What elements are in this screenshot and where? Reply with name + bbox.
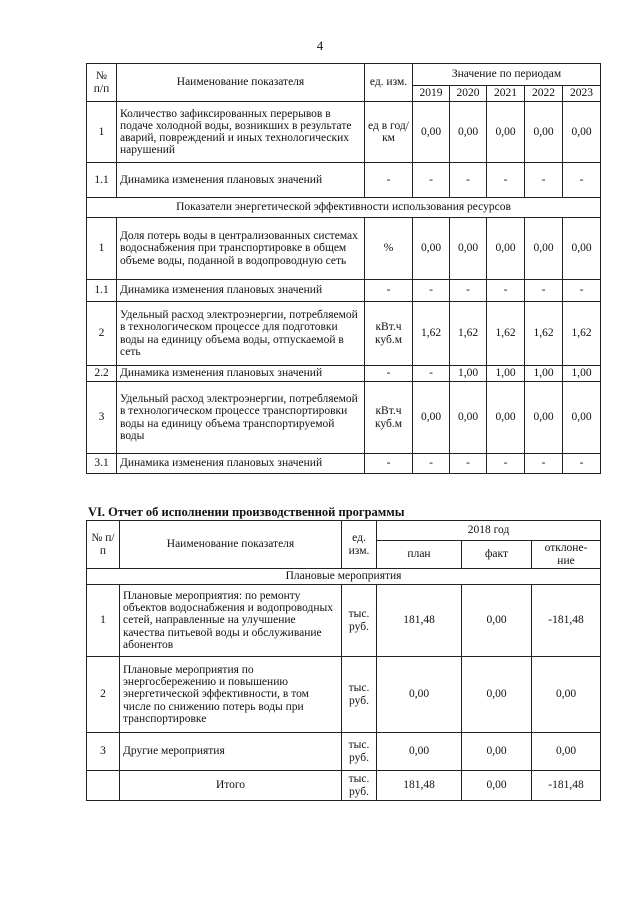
row-num: 1 xyxy=(87,585,120,657)
header-fact: факт xyxy=(462,541,532,569)
row-value: - xyxy=(563,163,601,198)
section-row xyxy=(87,569,601,585)
row-name: Удельный расход электроэнергии, потребляемой в технологическом процессе для подготовки воды на единицу объема воды, отпускаемой в сеть xyxy=(117,302,365,366)
row-deviation: -181,48 xyxy=(532,585,601,657)
row-value: 0,00 xyxy=(487,102,525,163)
header-year: 2019 xyxy=(413,86,450,102)
header-name: Наименование показателя xyxy=(120,521,342,569)
header-year: 2020 xyxy=(450,86,487,102)
row-unit: тыс. руб. xyxy=(342,733,377,771)
row-value: 0,00 xyxy=(525,102,563,163)
row-value: - xyxy=(525,163,563,198)
row-fact: 0,00 xyxy=(462,657,532,733)
row-unit: тыс. руб. xyxy=(342,657,377,733)
row-value: - xyxy=(450,454,487,474)
row-num: 1 xyxy=(87,102,117,163)
row-plan: 0,00 xyxy=(377,657,462,733)
row-value: - xyxy=(563,454,601,474)
total-fact: 0,00 xyxy=(462,771,532,801)
row-unit: % xyxy=(365,218,413,280)
total-deviation: -181,48 xyxy=(532,771,601,801)
row-value: - xyxy=(450,163,487,198)
row-value: 0,00 xyxy=(450,218,487,280)
row-num: 2.2 xyxy=(87,366,117,382)
header-year: 2021 xyxy=(487,86,525,102)
row-value: 0,00 xyxy=(487,382,525,454)
row-num: 3.1 xyxy=(87,454,117,474)
indicators-table xyxy=(86,63,601,474)
row-unit: кВт.ч куб.м xyxy=(365,302,413,366)
row-plan: 0,00 xyxy=(377,733,462,771)
row-value: - xyxy=(413,454,450,474)
row-value: - xyxy=(525,280,563,302)
row-name: Удельный расход электроэнергии, потребляемой в технологическом процессе транспортировки воды на единицу объема транспортируемой воды xyxy=(117,382,365,454)
row-value: 1,00 xyxy=(450,366,487,382)
row-value: - xyxy=(487,454,525,474)
header-plan: план xyxy=(377,541,462,569)
row-name: Динамика изменения плановых значений xyxy=(117,454,365,474)
total-label: Итого xyxy=(120,771,342,801)
table-row xyxy=(87,733,601,771)
header-unit: ед. изм. xyxy=(342,521,377,569)
row-value: 0,00 xyxy=(413,102,450,163)
row-value: 1,62 xyxy=(487,302,525,366)
row-deviation: 0,00 xyxy=(532,657,601,733)
row-name: Другие мероприятия xyxy=(120,733,342,771)
row-deviation: 0,00 xyxy=(532,733,601,771)
row-name: Плановые мероприятия: по ремонту объектов водоснабжения и водопроводных сетей, направленные на улучшение качества питьевой воды и обслуживание абонентов xyxy=(120,585,342,657)
total-unit: тыс. руб. xyxy=(342,771,377,801)
section-title: Показатели энергетической эффективности использования ресурсов xyxy=(87,198,601,218)
total-row xyxy=(87,771,601,801)
program-report-table xyxy=(86,520,601,801)
header-deviation: отклоне- ние xyxy=(532,541,601,569)
row-value: - xyxy=(413,163,450,198)
row-unit: кВт.ч куб.м xyxy=(365,382,413,454)
row-num: 3 xyxy=(87,382,117,454)
header-year: 2022 xyxy=(525,86,563,102)
table-row xyxy=(87,366,601,382)
header-num: № п/п xyxy=(87,521,120,569)
row-num: 1 xyxy=(87,218,117,280)
row-value: - xyxy=(487,280,525,302)
row-unit: тыс. руб. xyxy=(342,585,377,657)
row-value: 0,00 xyxy=(413,218,450,280)
row-unit: - xyxy=(365,163,413,198)
row-value: 0,00 xyxy=(525,218,563,280)
row-value: 1,00 xyxy=(525,366,563,382)
row-value: 1,62 xyxy=(450,302,487,366)
header-unit: ед. изм. xyxy=(365,64,413,102)
row-value: - xyxy=(563,280,601,302)
row-name: Динамика изменения плановых значений xyxy=(117,163,365,198)
row-value: 0,00 xyxy=(450,102,487,163)
row-value: - xyxy=(487,163,525,198)
row-name: Количество зафиксированных перерывов в подаче холодной воды, возникших в результате аварий, повреждений и иных технологических нарушений xyxy=(117,102,365,163)
row-value: 0,00 xyxy=(450,382,487,454)
row-value: 1,62 xyxy=(413,302,450,366)
table-row xyxy=(87,302,601,366)
header-name: Наименование показателя xyxy=(117,64,365,102)
row-name: Доля потерь воды в централизованных системах водоснабжения при транспортировке в общем объеме воды, поданной в водопроводную сеть xyxy=(117,218,365,280)
row-value: - xyxy=(525,454,563,474)
section-title: Плановые мероприятия xyxy=(87,569,601,585)
row-value: 0,00 xyxy=(563,102,601,163)
row-unit: - xyxy=(365,454,413,474)
row-value: - xyxy=(413,366,450,382)
row-num: 1.1 xyxy=(87,163,117,198)
total-num xyxy=(87,771,120,801)
row-value: - xyxy=(413,280,450,302)
row-num: 2 xyxy=(87,302,117,366)
section-vi-title: VI. Отчет об исполнении производственной программы xyxy=(88,505,405,519)
row-name: Динамика изменения плановых значений xyxy=(117,280,365,302)
row-value: 1,62 xyxy=(563,302,601,366)
row-fact: 0,00 xyxy=(462,733,532,771)
row-value: 0,00 xyxy=(563,218,601,280)
table-row xyxy=(87,102,601,163)
table-row xyxy=(87,454,601,474)
table-row xyxy=(87,218,601,280)
row-name: Динамика изменения плановых значений xyxy=(117,366,365,382)
table-row xyxy=(87,585,601,657)
row-num: 1.1 xyxy=(87,280,117,302)
row-unit: ед в год/ км xyxy=(365,102,413,163)
row-value: 0,00 xyxy=(487,218,525,280)
row-value: 0,00 xyxy=(413,382,450,454)
row-value: 1,00 xyxy=(563,366,601,382)
table-row xyxy=(87,163,601,198)
row-value: 1,62 xyxy=(525,302,563,366)
total-plan: 181,48 xyxy=(377,771,462,801)
row-value: 0,00 xyxy=(563,382,601,454)
header-year: 2023 xyxy=(563,86,601,102)
header-periods: Значение по периодам xyxy=(413,64,601,86)
row-num: 3 xyxy=(87,733,120,771)
section-row xyxy=(87,198,601,218)
row-name: Плановые мероприятия по энергосбережению и повышению энергетической эффективности, в том числе по снижению потерь воды при транспортировке xyxy=(120,657,342,733)
table-row xyxy=(87,382,601,454)
header-year: 2018 год xyxy=(377,521,601,541)
row-value: 0,00 xyxy=(525,382,563,454)
table-row xyxy=(87,280,601,302)
row-unit: - xyxy=(365,366,413,382)
row-num: 2 xyxy=(87,657,120,733)
row-unit: - xyxy=(365,280,413,302)
page-number: 4 xyxy=(316,38,324,53)
row-fact: 0,00 xyxy=(462,585,532,657)
table-row xyxy=(87,657,601,733)
header-num: № п/п xyxy=(87,64,117,102)
row-plan: 181,48 xyxy=(377,585,462,657)
row-value: - xyxy=(450,280,487,302)
row-value: 1,00 xyxy=(487,366,525,382)
